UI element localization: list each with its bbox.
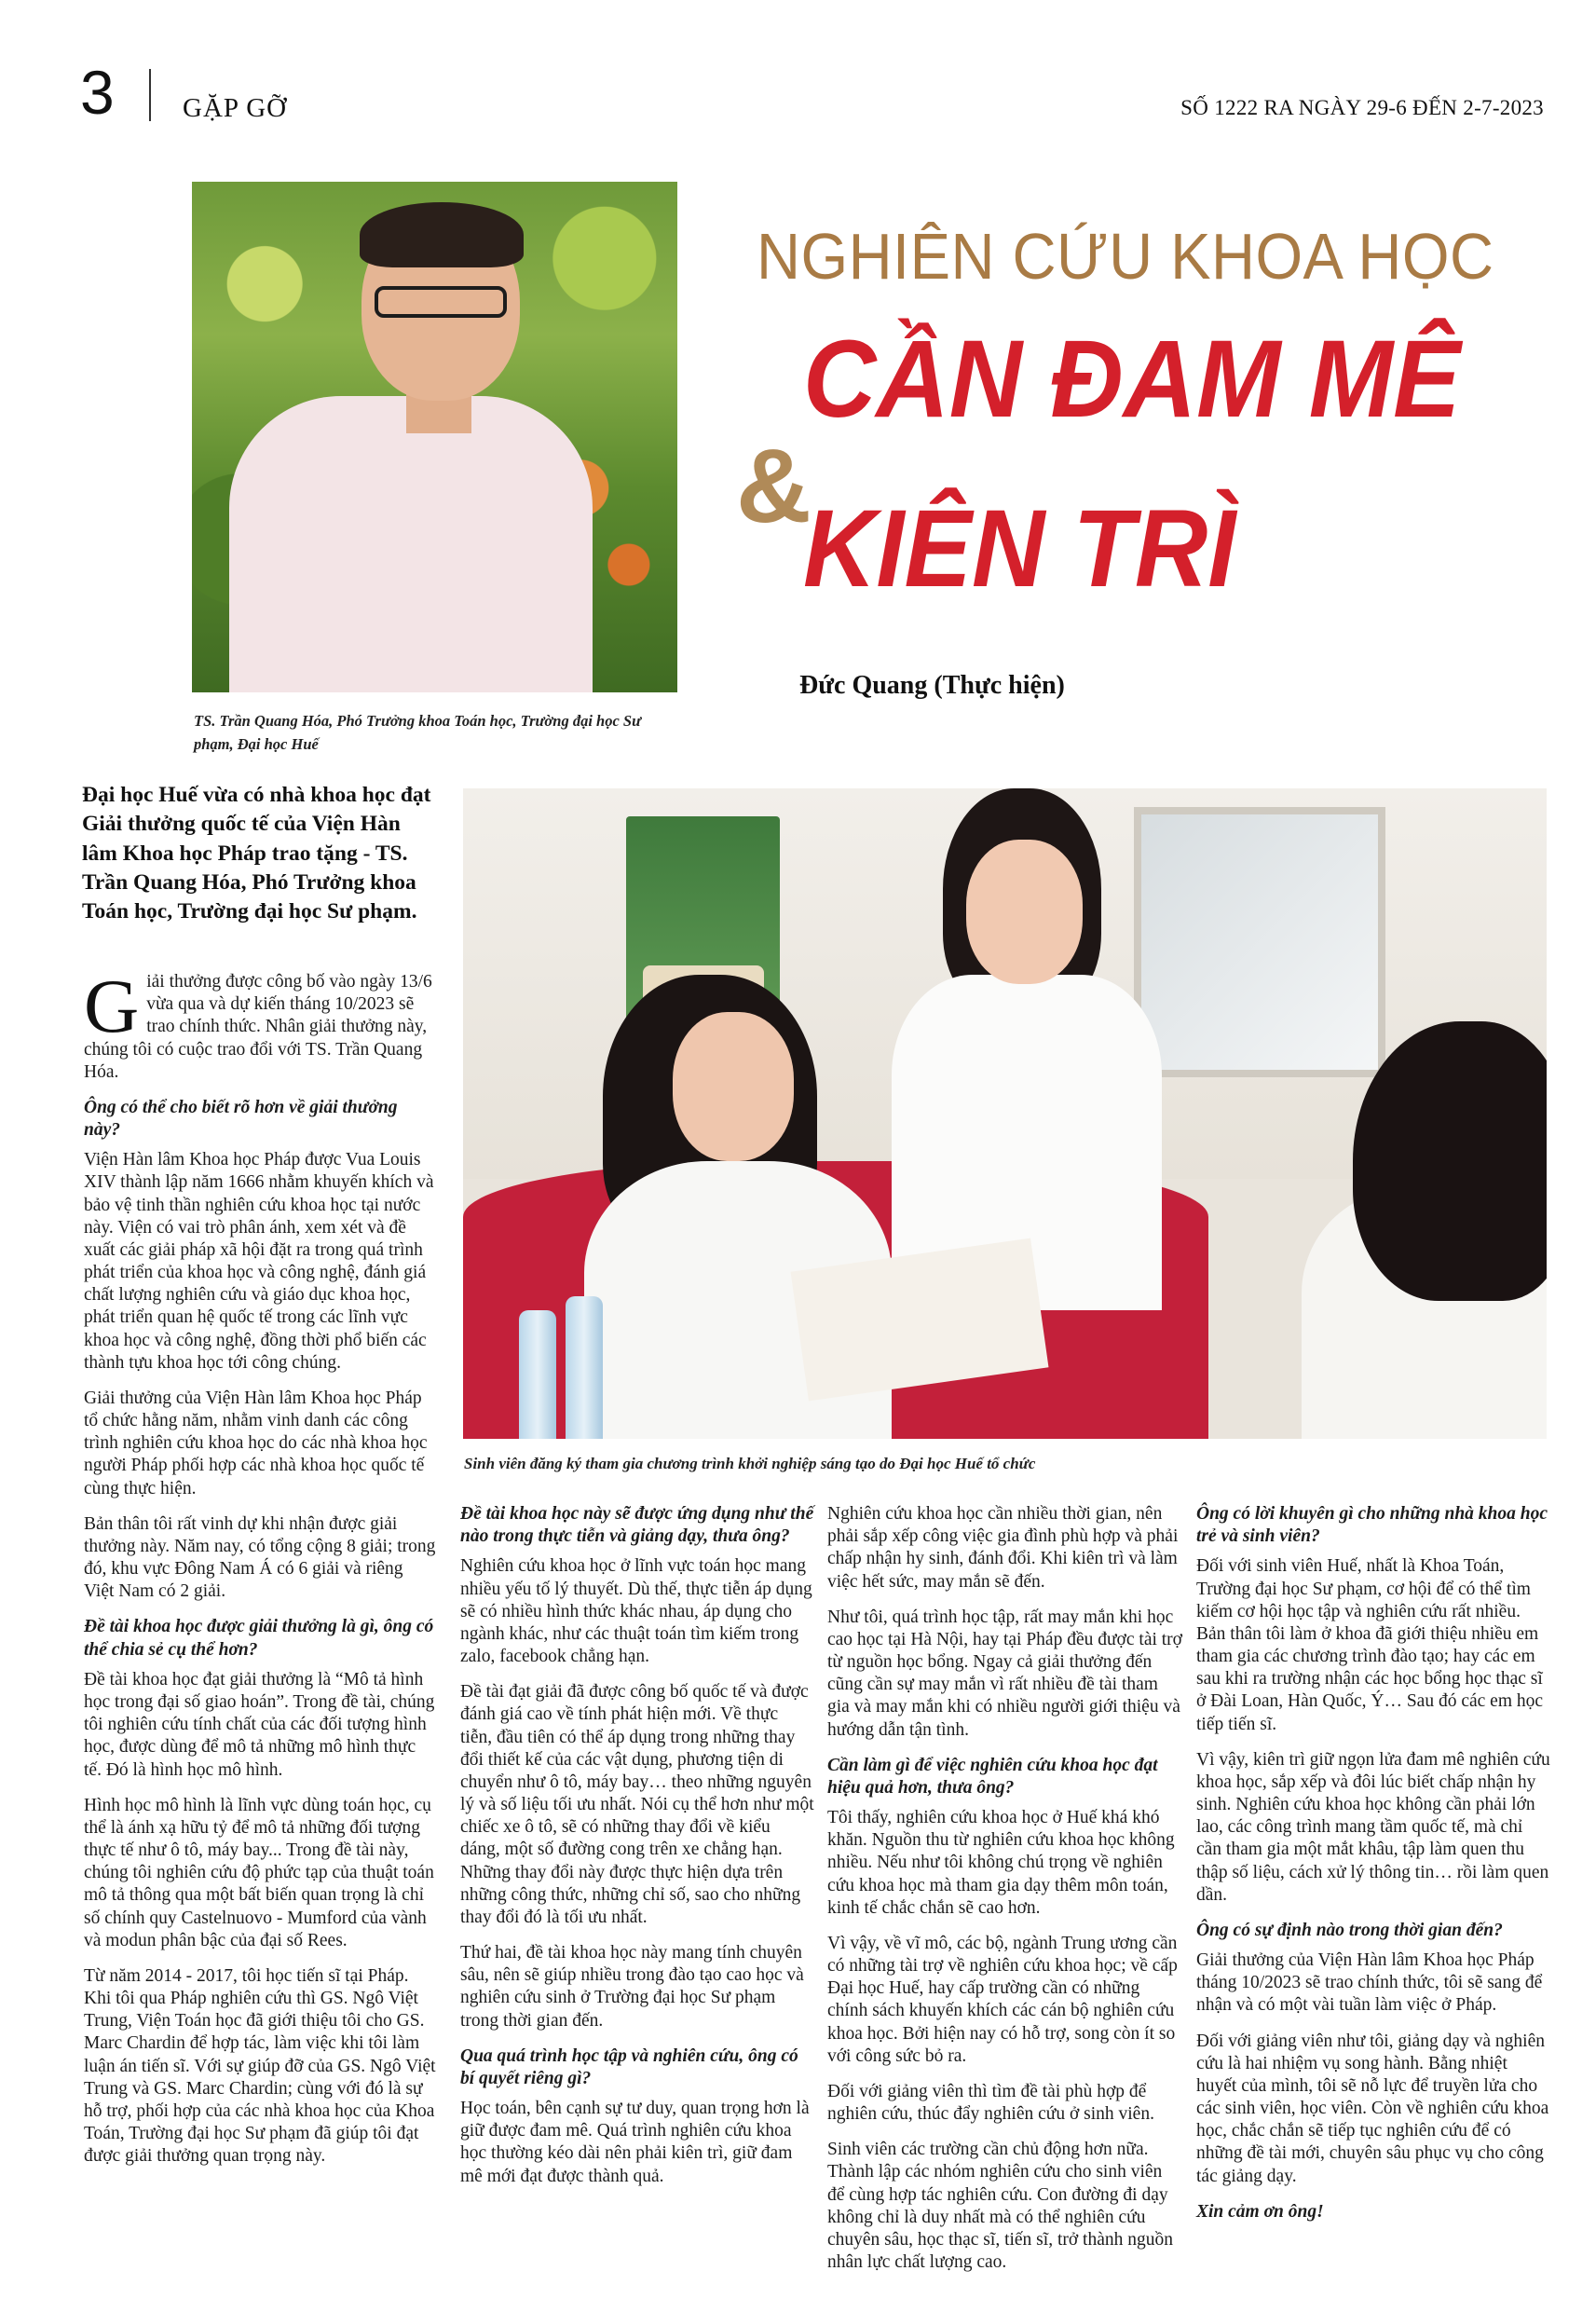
question: Ông có thể cho biết rõ hơn về giải thưởng này? xyxy=(84,1097,398,1141)
page-number: 3 xyxy=(80,58,115,127)
paragraph: Sinh viên các trường cần chủ động hơn nữa. Thành lập các nhóm nghiên cứu cho sinh viên để cùng hợp tác nghiên cứu. Con đường đi dạy không chỉ là duy nhất mà có thể nghiên cứu chuyên sâu, học thạc sĩ, tiến sĩ, trở thành nguồn nhân lực chất lượng cao. xyxy=(827,2140,1173,2273)
section-title: GẶP GỠ xyxy=(183,93,288,123)
photo-caption: Sinh viên đăng ký tham gia chương trình khởi nghiệp sáng tạo do Đại học Huế tổ chức xyxy=(464,1455,1036,1472)
paragraph: Giải thưởng được công bố vào ngày 13/6 vừa qua và dự kiến tháng 10/2023 sẽ trao chính thức. Nhân giải thưởng này, chúng tôi có cuộc trao đổi với TS. Trần Quang Hóa. xyxy=(84,964,432,1082)
paragraph: Vì vậy, về vĩ mô, các bộ, ngành Trung ương cần có những tài trợ về nghiên cứu khoa học; về cấp Đại học Huế, hay cấp trường cần có những chính sách khuyến khích các cán bộ nghiên cứu khoa học. Bởi hiện nay có hỗ trợ, song còn ít so với công sức bỏ ra. xyxy=(827,1933,1178,2066)
question: Cần làm gì để việc nghiên cứu khoa học đạt hiệu quả hơn, thưa ông? xyxy=(827,1755,1158,1798)
paragraph: Như tôi, quá trình học tập, rất may mắn khi học cao học tại Hà Nội, hay tại Pháp đều được tài trợ từ nguồn học bổng. Ngay cả giải thưởng đến cũng cần sự may mắn vì rất nhiều đề tài tham gia và may mắn khi có nhiều người giới thiệu và hướng dẫn tận tình. xyxy=(827,1607,1182,1740)
paragraph: Nghiên cứu khoa học ở lĩnh vực toán học mang nhiều yếu tố lý thuyết. Dù thế, thực tiễn áp dụng sẽ có nhiều hình thức khác nhau, áp dụng cho ngành khác, như các thuật toán tìm kiếm trong zalo, facebook chẳng hạn. xyxy=(460,1556,812,1667)
article-column-4 xyxy=(1196,1503,1550,2237)
paragraph: Giải thưởng của Viện Hàn lâm Khoa học Pháp tháng 10/2023 sẽ trao chính thức, tôi sẽ sang để nhận và có một vài tuần làm việc ở Pháp. xyxy=(1196,1950,1543,2016)
portrait-caption: TS. Trần Quang Hóa, Phó Trưởng khoa Toán học, Trường đại học Sư phạm, Đại học Huế xyxy=(194,712,641,753)
question: Ông có sự định nào trong thời gian đến? xyxy=(1196,1920,1503,1940)
paragraph: Đề tài đạt giải đã được công bố quốc tế và được đánh giá cao về tính phát hiện mới. Về thực tiễn, đầu tiên có thể áp dụng trong những thay đổi thiết kế của các vật dụng, phương tiện di chuyển như ô tô, máy bay… theo những nguyên lý và số liệu tối ưu nhất. Nói cụ thể hơn như một chiếc xe ô tô, sẽ có những thay đổi về kiểu dáng, một số đường cong trên xe chẳng hạn. Những thay đổi này được thực hiện dựa trên những công thức, những chỉ số, sao cho những thay đổi đó là tối ưu nhất. xyxy=(460,1682,814,1927)
paragraph: Nghiên cứu khoa học cần nhiều thời gian, nên phải sắp xếp công việc gia đình phù hợp và phải chấp nhận hy sinh, đánh đổi. Khi kiên trì và làm việc hết sức, may mắn sẽ đến. xyxy=(827,1504,1179,1592)
article-column-2 xyxy=(460,1503,814,2201)
paragraph: Từ năm 2014 - 2017, tôi học tiến sĩ tại Pháp. Khi tôi qua Pháp nghiên cứu thì GS. Ngô Việt Trung, Viện Toán học đã giới thiệu tôi cho GS. Marc Chardin để hợp tác, làm việc khi tôi làm luận án tiến sĩ. Với sự giúp đỡ của GS. Ngô Việt Trung và GS. Marc Chardin; cùng với đó là sự hỗ trợ, phối hợp của các nhà khoa học của Khoa Toán, Trường đại học Sư phạm đã giúp tôi đạt được giải thưởng quan trọng này. xyxy=(84,1965,436,2167)
paragraph: Viện Hàn lâm Khoa học Pháp được Vua Louis XIV thành lập năm 1666 nhằm khuyến khích và bảo vệ tinh thần nghiên cứu khoa học tại nước này. Viện có vai trò phân ánh, xem xét và đề xuất các giải pháp xã hội đặt ra trong quá trình phát triển của khoa học và công nghệ, đánh giá chất lượng nghiên cứu và giáo dục khoa học, phát triển quan hệ quốc tế trong các lĩnh vực khoa học và công nghệ, đồng thời phổ biến các thành tựu khoa học tới công chúng. xyxy=(84,1150,434,1373)
paragraph: Bản thân tôi rất vinh dự khi nhận được giải thưởng này. Năm nay, có tổng cộng 8 giải; trong đó, khu vực Đông Nam Á có 6 giải và riêng Việt Nam có 2 giải. xyxy=(84,1513,436,1602)
paragraph: Thứ hai, đề tài khoa học này mang tính chuyên sâu, nên sẽ giúp nhiều trong đào tạo cao học và nghiên cứu sinh ở Trường đại học Sư phạm trong thời gian đến. xyxy=(460,1943,804,2031)
paragraph: Đề tài khoa học đạt giải thưởng là “Mô tả hình học trong đại số giao hoán”. Trong đề tài, chúng tôi nghiên cứu tính chất của các đối tượng hình học, được dùng để mô tả những mô hình thực tế. Đó là hình học mô hình. xyxy=(84,1669,435,1780)
paragraph: Tôi thấy, nghiên cứu khoa học ở Huế khá khó khăn. Nguồn thu từ nghiên cứu khoa học không nhiều. Nếu như tôi không chú trọng về nghiên cứu khoa học mà tham gia dạy thêm môn toán, kinh tế chắc chắn sẽ cao hơn. xyxy=(827,1808,1175,1918)
article-column-1 xyxy=(84,964,436,2181)
closing-line: Xin cảm ơn ông! xyxy=(1196,2201,1324,2222)
headline-line-1: NGHIÊN CỨU KHOA HỌC xyxy=(757,220,1494,293)
paragraph: Hình học mô hình là lĩnh vực dùng toán học, cụ thể là ánh xạ hữu tỷ để mô tả những đối tượng thực tế như ô tô, máy bay... Trong đề tài này, chúng tôi nghiên cứu độ phức tạp của thuật toán mô tả thông qua một bất biến quan trọng là chỉ số chính quy Castelnuovo - Mumford của vành và modun phân bậc của đại số Rees. xyxy=(84,1795,434,1950)
paragraph: Đối với giảng viên như tôi, giảng dạy và nghiên cứu là hai nhiệm vụ song hành. Bằng nhiệt huyết của mình, tôi sẽ nỗ lực để truyền lửa cho các sinh viên, học viên. Còn về nghiên cứu khoa học, chắc chắn sẽ tiếp tục nghiên cứu để có những đề tài mới, chuyên sâu phục vụ cho công tác giảng dạy. xyxy=(1196,2031,1549,2186)
portrait-photo xyxy=(192,182,677,692)
article-column-3 xyxy=(827,1503,1183,2287)
headline-ampersand: & xyxy=(736,428,812,544)
paragraph: Học toán, bên cạnh sự tư duy, quan trọng hơn là giữ được đam mê. Quá trình nghiên cứu khoa học thường kéo dài nên phải kiên trì, giữ đam mê mới đạt được thành quả. xyxy=(460,2099,810,2186)
byline: Đức Quang (Thực hiện) xyxy=(799,671,1065,700)
question: Qua quá trình học tập và nghiên cứu, ông có bí quyết riêng gì? xyxy=(460,2045,798,2088)
issue-info: SỐ 1222 RA NGÀY 29-6 ĐẾN 2-7-2023 xyxy=(1180,96,1544,119)
drop-cap: G xyxy=(84,964,140,1048)
headline-line-2: CẦN ĐAM MÊ xyxy=(803,318,1461,441)
paragraph: Đối với sinh viên Huế, nhất là Khoa Toán, Trường đại học Sư phạm, cơ hội để có thể tìm kiếm cơ hội học tập và nghiên cứu rất nhiều. Bản thân tôi làm ở khoa đã giới thiệu nhiều em tham gia các chương trình đào tạo; hay các em sau khi ra trường nhận các học bổng học thạc sĩ ở Đài Loan, Hàn Quốc, Ý… Sau đó các em học tiếp tiến sĩ. xyxy=(1196,1556,1544,1734)
headline-line-3: KIÊN TRÌ xyxy=(803,487,1236,610)
event-photo xyxy=(463,788,1547,1439)
paragraph: Đối với giảng viên thì tìm đề tài phù hợp để nghiên cứu, thúc đẩy nghiên cứu ở sinh viên. xyxy=(827,2081,1154,2125)
paragraph: Giải thưởng của Viện Hàn lâm Khoa học Pháp tổ chức hằng năm, nhằm vinh danh các công trình nghiên cứu khoa học do các nhà khoa học người Pháp phối hợp các nhà khoa học quốc tế cùng thực hiện. xyxy=(84,1388,428,1498)
question: Đề tài khoa học này sẽ được ứng dụng như thế nào trong thực tiễn và giảng dạy, thưa ông? xyxy=(460,1504,814,1547)
lead-paragraph: Đại học Huế vừa có nhà khoa học đạt Giải thưởng quốc tế của Viện Hàn lâm Khoa học Pháp trao tặng - TS. Trần Quang Hóa, Phó Trưởng khoa Toán học, Trường đại học Sư phạm. xyxy=(82,783,431,923)
paragraph: Vì vậy, kiên trì giữ ngọn lửa đam mê nghiên cứu khoa học, sắp xếp và đôi lúc biết chấp nhận hy sinh. Nghiên cứu khoa học không cần phải lớn lao, các công trình mang tầm quốc tế, mà chỉ cần tham gia một mắt khâu, tập làm quen thu thập số liệu, cách xử lý thông tin… rồi làm quen dần. xyxy=(1196,1749,1550,1905)
question: Đề tài khoa học được giải thưởng là gì, ông có thể chia sẻ cụ thể hơn? xyxy=(84,1617,434,1660)
header-divider xyxy=(149,69,151,121)
question: Ông có lời khuyên gì cho những nhà khoa học trẻ và sinh viên? xyxy=(1196,1504,1548,1547)
